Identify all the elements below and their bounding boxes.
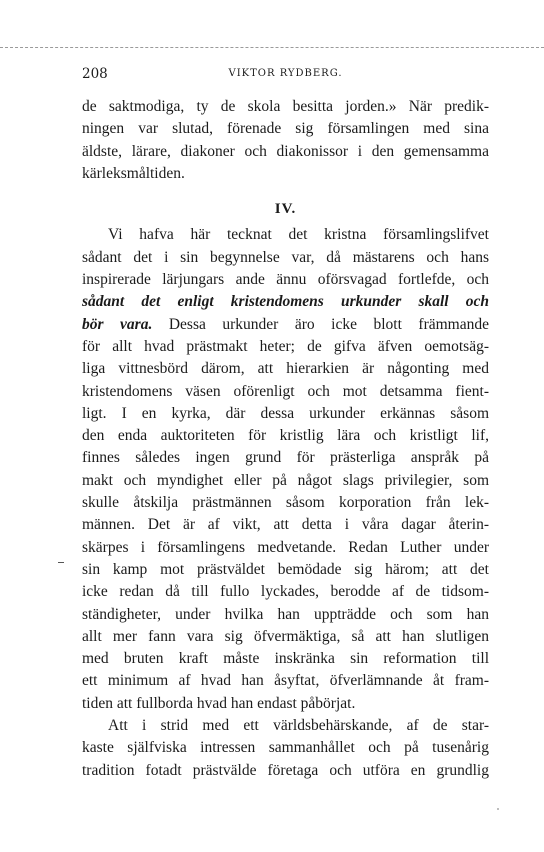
paragraph-3: [82, 715, 489, 782]
text-line: kaste själfviska intressen sammanhållet och på tusenårig: [82, 739, 489, 757]
page-number: 208: [82, 66, 108, 82]
text-line: inspirerade lärjungars ande ännu oförsvagad fortlefde, och: [82, 271, 489, 289]
text-line: Vi hafva här tecknat det kristna församlingslifvet: [108, 226, 489, 244]
text-line: sådant det i sin begynnelse var, då mästarens och hans: [82, 248, 489, 266]
margin-mark: [58, 562, 64, 563]
running-head: [82, 66, 489, 84]
text-line: ligt. I en kyrka, där dessa urkunder erkännas såsom: [82, 404, 489, 422]
text-line: ningen var slutad, förenade sig församlingen med sina: [82, 120, 489, 138]
text-line: Att i strid med ett världsbehärskande, af de star-: [108, 717, 489, 735]
text-line: de saktmodiga, ty de skola besitta jorden.» När predik-: [82, 98, 489, 115]
emphasized-text: bör vara.: [82, 315, 153, 333]
text-line: männen. Det är af vikt, att detta i våra dagar återin-: [82, 516, 489, 534]
text-line-rest: Dessa urkunder äro icke blott främmande: [152, 315, 489, 333]
text-line: liga vittnesbörd därom, att hierarkien är någonting med: [82, 360, 489, 378]
scan-speck: [497, 808, 499, 810]
running-title: VIKTOR RYDBERG.: [228, 68, 343, 79]
text-line: skulle åtskilja prästmännen såsom korporation från lek-: [82, 494, 489, 512]
text-line: kärleksmåltiden.: [82, 164, 185, 182]
text-line: äldste, lärare, diakoner och diakonissor i den gemensamma: [82, 142, 489, 160]
text-line: [82, 314, 489, 336]
paragraph-1: [82, 96, 489, 185]
emphasized-text-line: sådant det enligt kristendomens urkunder skall och: [82, 293, 489, 311]
text-line: för allt hvad prästmakt heter; de gifva äfven oemotsäg-: [82, 337, 489, 355]
text-line: sin kamp mot prästväldet bemödade sig härom; att det: [82, 560, 489, 578]
text-line: tradition fotadt prästvälde företaga och utföra en grundlig: [82, 761, 489, 779]
text-line: ständigheter, under hvilka han uppträdde och som han: [82, 605, 489, 623]
text-line: ett minimum af hvad han åsyftat, öfverlämnande åt fram-: [82, 672, 489, 690]
text-line: allt mer fann vara sig öfvermäktiga, så att han slutligen: [82, 627, 489, 645]
text-line: makt och myndighet eller på något slags privilegier, som: [82, 471, 489, 489]
text-line: skärpes i församlingens medvetande. Redan Luther under: [82, 538, 489, 556]
text-line: finnes således ingen grund för prästerliga anspråk på: [82, 449, 489, 467]
text-line: kristendomens väsen oförenligt och mot detsamma fient-: [82, 382, 489, 400]
top-scan-rule: [0, 47, 544, 48]
text-line: tiden att fullborda hvad han endast påbörjat.: [82, 694, 356, 712]
page-body: [82, 96, 489, 782]
text-line: icke redan då till fullo lyckades, berodde af de tidsom-: [82, 583, 489, 601]
text-line: den enda auktoriteten för kristlig lära och kristligt lif,: [82, 427, 489, 445]
paragraph-2: [82, 224, 489, 715]
chapter-heading: IV.: [274, 201, 297, 218]
text-line: med bruten kraft måste inskränka sin reformation till: [82, 650, 489, 668]
